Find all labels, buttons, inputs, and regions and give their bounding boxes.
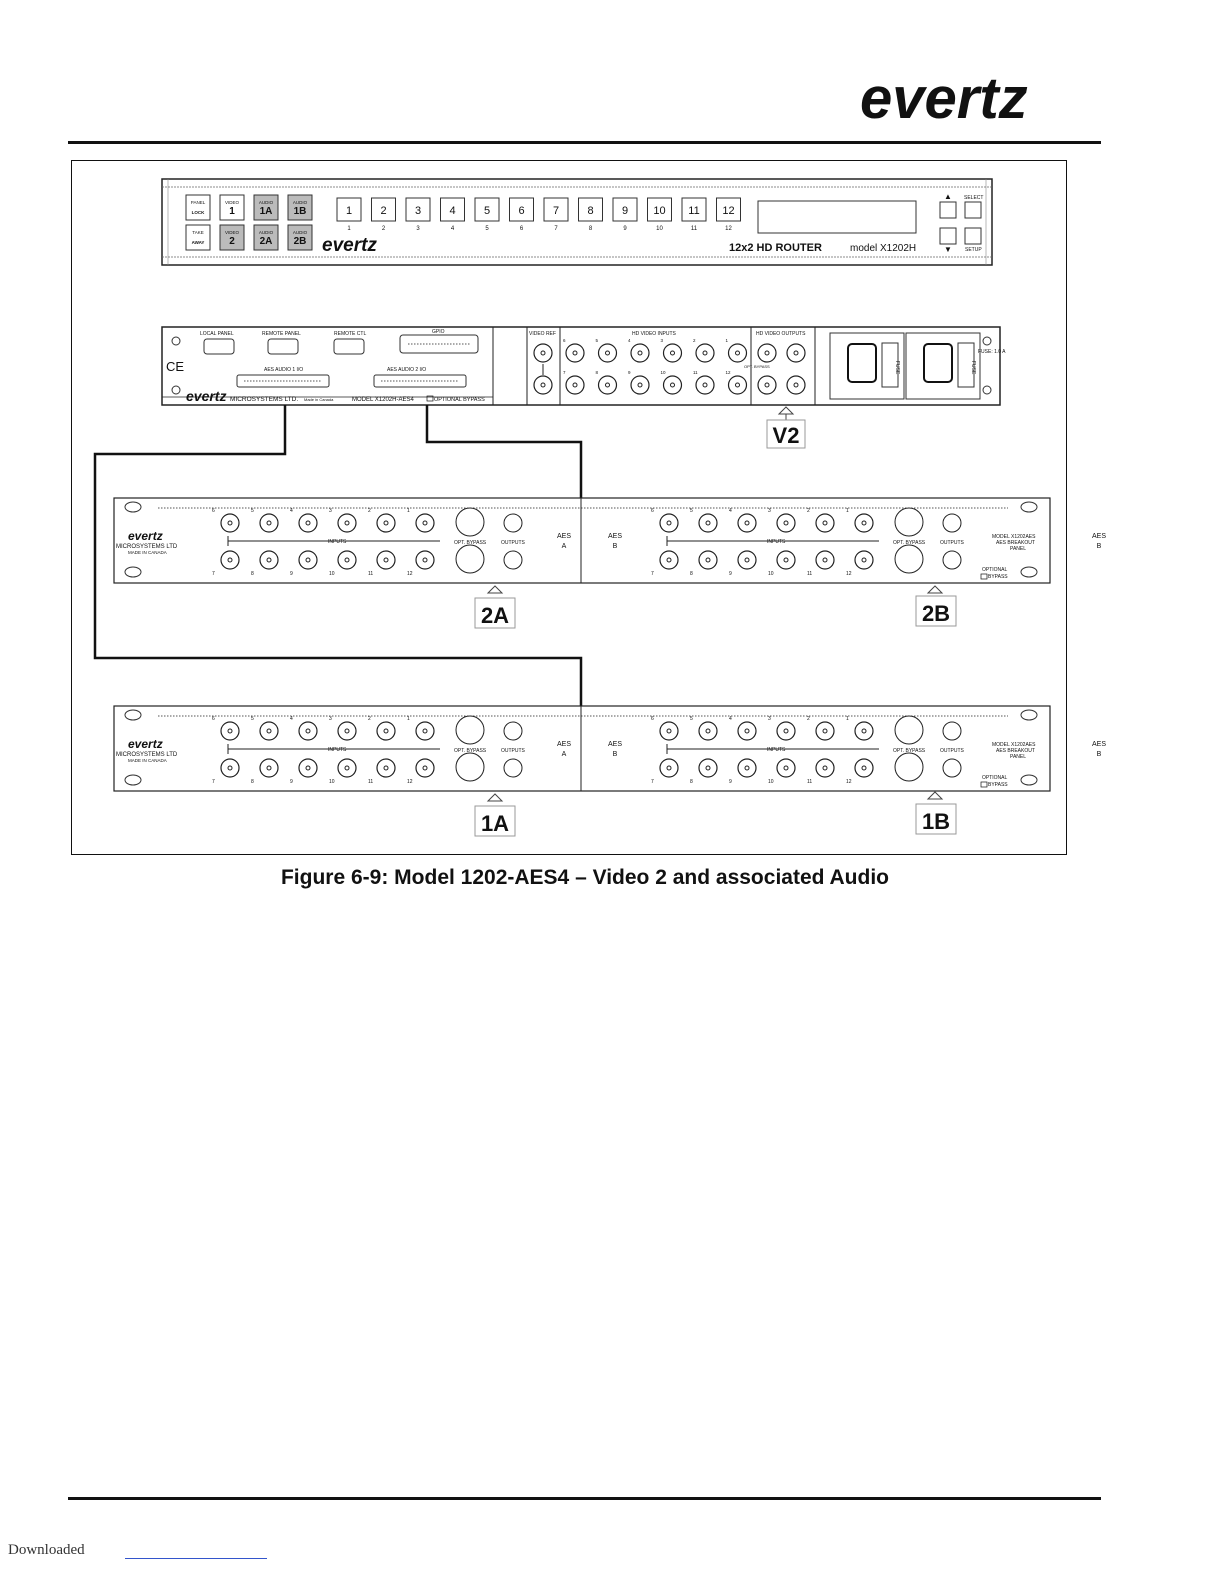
aes-bnc bbox=[816, 722, 834, 740]
svg-text:B: B bbox=[612, 543, 618, 550]
svg-text:6: 6 bbox=[212, 716, 215, 722]
svg-text:8: 8 bbox=[690, 779, 693, 785]
figure-frame bbox=[71, 160, 1107, 855]
svg-text:3: 3 bbox=[768, 508, 771, 514]
breakout-brand: evertz bbox=[128, 737, 163, 751]
aes-bnc bbox=[299, 551, 317, 569]
callout-1a bbox=[475, 794, 515, 836]
aes-bnc bbox=[777, 722, 795, 740]
aes-bnc bbox=[221, 722, 239, 740]
svg-text:PANEL: PANEL bbox=[1010, 546, 1027, 552]
rear-company: MICROSYSTEMS LTD. bbox=[230, 396, 299, 403]
logo-text: evertz bbox=[860, 66, 1028, 131]
aes-bnc bbox=[699, 759, 717, 777]
hd-video-input-bnc-3 bbox=[664, 344, 682, 362]
aes-bnc bbox=[777, 551, 795, 569]
opt-bypass-port bbox=[456, 716, 484, 744]
svg-text:OUTPUTS: OUTPUTS bbox=[940, 540, 964, 546]
opt-bypass-port bbox=[895, 545, 923, 573]
svg-text:5: 5 bbox=[690, 508, 693, 514]
hd-video-input-bnc-6 bbox=[566, 344, 584, 362]
svg-text:10: 10 bbox=[660, 370, 666, 375]
callout-1b bbox=[916, 792, 956, 834]
rear-opt-bypass-label: OPT. BYPASS bbox=[744, 364, 770, 369]
svg-text:OPT. BYPASS: OPT. BYPASS bbox=[893, 748, 926, 754]
down-button bbox=[940, 228, 956, 244]
svg-text:7: 7 bbox=[212, 779, 215, 785]
svg-text:5: 5 bbox=[251, 716, 254, 722]
source-number-label: 12 bbox=[725, 226, 732, 232]
front-brand: evertz bbox=[322, 235, 377, 256]
aes-audio-2-label: AES AUDIO 2 I/O bbox=[387, 367, 427, 373]
rear-made-in: Made in Canada bbox=[304, 397, 334, 402]
svg-text:12: 12 bbox=[725, 370, 731, 375]
aes-bnc bbox=[816, 759, 834, 777]
svg-text:3: 3 bbox=[768, 716, 771, 722]
up-button bbox=[940, 202, 956, 218]
hd-video-inputs-label: HD VIDEO INPUTS bbox=[632, 331, 676, 337]
svg-text:INPUTS: INPUTS bbox=[328, 539, 347, 545]
svg-text:5: 5 bbox=[690, 716, 693, 722]
front-button-label: 2 bbox=[229, 236, 235, 247]
svg-text:OPT. BYPASS: OPT. BYPASS bbox=[454, 540, 487, 546]
svg-text:2: 2 bbox=[807, 508, 810, 514]
source-number-label: 10 bbox=[656, 226, 663, 232]
svg-text:4: 4 bbox=[290, 716, 293, 722]
svg-text:3: 3 bbox=[660, 338, 664, 343]
source-number-label: 2 bbox=[381, 226, 386, 232]
svg-text:AES: AES bbox=[607, 533, 623, 540]
svg-text:7: 7 bbox=[212, 571, 215, 577]
hd-video-input-bnc-5 bbox=[599, 344, 617, 362]
hd-video-output-bnc-3 bbox=[758, 376, 776, 394]
aes-bnc bbox=[338, 514, 356, 532]
remote-panel-connector bbox=[268, 339, 298, 354]
hd-video-input-bnc-12 bbox=[729, 376, 747, 394]
source-button-label: 2 bbox=[380, 205, 387, 217]
video-ref-bnc-2 bbox=[534, 376, 552, 394]
front-button-label: 2A bbox=[259, 236, 273, 247]
aes-output-bnc bbox=[504, 722, 522, 740]
breakout-panel-upper bbox=[114, 498, 1106, 583]
svg-text:OPT. BYPASS: OPT. BYPASS bbox=[893, 540, 926, 546]
front-button-label: VIDEO bbox=[224, 230, 240, 235]
rear-brand: evertz bbox=[186, 388, 227, 404]
ce-mark: CE bbox=[166, 359, 185, 374]
footer-link-underline[interactable] bbox=[125, 1558, 267, 1559]
svg-text:12: 12 bbox=[407, 779, 413, 785]
svg-text:AES BREAKOUT: AES BREAKOUT bbox=[996, 748, 1035, 754]
svg-text:OUTPUTS: OUTPUTS bbox=[501, 748, 525, 754]
hd-video-input-bnc-8 bbox=[599, 376, 617, 394]
hd-video-input-bnc-1 bbox=[729, 344, 747, 362]
callout-2a-label: 2A bbox=[480, 603, 510, 628]
svg-text:6: 6 bbox=[563, 338, 566, 343]
svg-text:AES: AES bbox=[556, 533, 572, 540]
breakout-optional-bypass: OPTIONAL bbox=[982, 775, 1008, 781]
power-inlet-1 bbox=[848, 344, 876, 382]
svg-text:4: 4 bbox=[729, 508, 732, 514]
aes-bnc bbox=[738, 551, 756, 569]
svg-text:12: 12 bbox=[407, 571, 413, 577]
front-button-5 bbox=[186, 225, 210, 250]
svg-text:BYPASS: BYPASS bbox=[988, 574, 1008, 580]
svg-text:2: 2 bbox=[368, 716, 371, 722]
svg-text:A: A bbox=[561, 751, 567, 758]
svg-text:1: 1 bbox=[846, 716, 849, 722]
svg-text:9: 9 bbox=[290, 571, 293, 577]
svg-text:BYPASS: BYPASS bbox=[988, 782, 1008, 788]
callout-2b-label: 2B bbox=[921, 601, 951, 626]
source-button-label: 8 bbox=[587, 205, 594, 217]
hd-video-input-bnc-9 bbox=[631, 376, 649, 394]
aes-bnc bbox=[221, 551, 239, 569]
aes-bnc bbox=[738, 759, 756, 777]
svg-text:2: 2 bbox=[368, 508, 371, 514]
svg-text:10: 10 bbox=[329, 779, 335, 785]
down-arrow-icon: ▼ bbox=[944, 245, 952, 254]
svg-text:B: B bbox=[1096, 543, 1102, 550]
aes-bnc bbox=[816, 551, 834, 569]
aes-bnc bbox=[416, 759, 434, 777]
source-number-label: 7 bbox=[554, 226, 558, 232]
front-button-label: 1 bbox=[229, 206, 235, 217]
router-diagram bbox=[72, 161, 1107, 856]
svg-text:8: 8 bbox=[690, 571, 693, 577]
figure-caption: Figure 6-9: Model 1202-AES4 – Video 2 and associated Audio bbox=[280, 866, 889, 889]
aes-bnc bbox=[699, 514, 717, 532]
aes-bnc bbox=[660, 551, 678, 569]
front-button-1 bbox=[186, 195, 210, 220]
callout-2a bbox=[475, 586, 515, 628]
aes-bnc bbox=[855, 514, 873, 532]
front-button-label: AWAY bbox=[191, 240, 205, 245]
aes-bnc bbox=[660, 722, 678, 740]
aes-audio-1-label: AES AUDIO 1 I/O bbox=[264, 367, 304, 373]
aes-bnc bbox=[855, 759, 873, 777]
aes-bnc bbox=[260, 722, 278, 740]
front-button-label: VIDEO bbox=[224, 200, 240, 205]
aes-bnc bbox=[260, 551, 278, 569]
source-number-label: 1 bbox=[347, 226, 351, 232]
power-inlet-2 bbox=[924, 344, 952, 382]
svg-text:9: 9 bbox=[628, 370, 631, 375]
aes-bnc bbox=[221, 514, 239, 532]
fuse-rating: FUSE: 1.0 A bbox=[978, 349, 1006, 355]
breakout-panel-lower bbox=[114, 706, 1106, 791]
opt-bypass-port bbox=[895, 716, 923, 744]
svg-text:6: 6 bbox=[651, 508, 654, 514]
front-panel bbox=[162, 179, 992, 265]
front-button-label: 2B bbox=[293, 236, 307, 247]
aes-bnc bbox=[338, 551, 356, 569]
front-display bbox=[758, 201, 916, 233]
svg-text:INPUTS: INPUTS bbox=[767, 747, 786, 753]
svg-text:9: 9 bbox=[729, 571, 732, 577]
opt-bypass-port bbox=[895, 753, 923, 781]
front-button-label: 1A bbox=[259, 206, 273, 217]
front-button-label: LOCK bbox=[191, 210, 205, 215]
svg-text:6: 6 bbox=[651, 716, 654, 722]
aes-bnc bbox=[377, 551, 395, 569]
svg-text:9: 9 bbox=[290, 779, 293, 785]
svg-text:7: 7 bbox=[651, 571, 654, 577]
aes-bnc bbox=[777, 514, 795, 532]
aes-bnc bbox=[738, 722, 756, 740]
source-button-label: 11 bbox=[688, 205, 700, 217]
svg-text:2: 2 bbox=[693, 338, 696, 343]
select-button bbox=[965, 202, 981, 218]
front-button-label: AUDIO bbox=[292, 230, 308, 235]
remote-ctl-label: REMOTE CTL bbox=[334, 331, 367, 337]
video-ref-label: VIDEO REF bbox=[529, 331, 556, 337]
callout-v2 bbox=[767, 407, 805, 448]
aes-output-bnc bbox=[943, 514, 961, 532]
front-button-label: PANEL bbox=[190, 200, 206, 205]
source-number-label: 9 bbox=[623, 226, 627, 232]
hd-video-output-bnc-1 bbox=[758, 344, 776, 362]
aes-bnc bbox=[855, 551, 873, 569]
aes-output-bnc bbox=[504, 551, 522, 569]
aes-bnc bbox=[855, 722, 873, 740]
aes-output-bnc bbox=[943, 551, 961, 569]
source-number-label: 8 bbox=[588, 226, 593, 232]
front-title: 12x2 HD ROUTER bbox=[729, 242, 822, 254]
svg-text:8: 8 bbox=[251, 779, 254, 785]
breakout-company: MICROSYSTEMS LTD bbox=[116, 544, 178, 550]
breakout-made-in: MADE IN CANADA bbox=[128, 550, 167, 555]
aes-bnc bbox=[738, 514, 756, 532]
svg-text:10: 10 bbox=[768, 779, 774, 785]
hd-video-input-bnc-11 bbox=[696, 376, 714, 394]
aes-bnc bbox=[816, 514, 834, 532]
aes-bnc bbox=[660, 759, 678, 777]
breakout-model: MODEL X1202AES bbox=[992, 534, 1036, 540]
svg-text:B: B bbox=[612, 751, 618, 758]
remote-ctl-connector bbox=[334, 339, 364, 354]
svg-text:12: 12 bbox=[846, 779, 852, 785]
svg-text:7: 7 bbox=[563, 370, 566, 375]
aes-bnc bbox=[777, 759, 795, 777]
fuse-2-label: FUSE bbox=[970, 361, 976, 375]
source-number-label: 11 bbox=[690, 226, 698, 232]
opt-bypass-port bbox=[456, 545, 484, 573]
front-button-label: AUDIO bbox=[292, 200, 308, 205]
svg-text:4: 4 bbox=[729, 716, 732, 722]
hd-video-outputs-label: HD VIDEO OUTPUTS bbox=[756, 331, 806, 337]
source-button-label: 1 bbox=[345, 205, 353, 217]
svg-text:AES: AES bbox=[1091, 533, 1107, 540]
svg-text:OUTPUTS: OUTPUTS bbox=[501, 540, 525, 546]
hd-video-output-bnc-4 bbox=[787, 376, 805, 394]
aes-bnc bbox=[377, 759, 395, 777]
aes-bnc bbox=[260, 759, 278, 777]
breakout-optional-bypass: OPTIONAL bbox=[982, 567, 1008, 573]
front-button-label: TAKE bbox=[192, 230, 204, 235]
svg-text:11: 11 bbox=[368, 571, 374, 577]
svg-text:7: 7 bbox=[651, 779, 654, 785]
breakout-made-in: MADE IN CANADA bbox=[128, 758, 167, 763]
opt-bypass-port bbox=[456, 508, 484, 536]
opt-bypass-port bbox=[895, 508, 923, 536]
svg-text:AES: AES bbox=[1091, 741, 1107, 748]
aes-bnc bbox=[416, 514, 434, 532]
rear-optional-bypass: OPTIONAL BYPASS bbox=[434, 397, 485, 403]
front-button-label: AUDIO bbox=[258, 230, 274, 235]
source-number-label: 6 bbox=[519, 226, 524, 232]
setup-button bbox=[965, 228, 981, 244]
svg-text:8: 8 bbox=[251, 571, 254, 577]
svg-text:9: 9 bbox=[729, 779, 732, 785]
callout-1b-label: 1B bbox=[921, 809, 951, 834]
local-panel-label: LOCAL PANEL bbox=[200, 331, 234, 337]
up-arrow-icon: ▲ bbox=[944, 192, 952, 201]
aes-output-bnc bbox=[504, 514, 522, 532]
svg-text:5: 5 bbox=[251, 508, 254, 514]
svg-text:OUTPUTS: OUTPUTS bbox=[940, 748, 964, 754]
front-button-label: 1B bbox=[293, 206, 307, 217]
source-button-label: 4 bbox=[449, 205, 456, 217]
gpio-label: GPIO bbox=[432, 329, 445, 335]
source-button-label: 7 bbox=[552, 205, 560, 217]
evertz-logo bbox=[860, 66, 1090, 136]
svg-text:10: 10 bbox=[329, 571, 335, 577]
svg-text:8: 8 bbox=[595, 370, 599, 375]
source-button-label: 6 bbox=[518, 205, 525, 217]
svg-text:6: 6 bbox=[212, 508, 215, 514]
video-ref-bnc-1 bbox=[534, 344, 552, 362]
svg-text:5: 5 bbox=[595, 338, 599, 343]
aes-bnc bbox=[338, 722, 356, 740]
callout-1a-label: 1A bbox=[480, 811, 510, 836]
svg-text:B: B bbox=[1096, 751, 1102, 758]
aes-bnc bbox=[299, 722, 317, 740]
fuse-1-label: FUSE bbox=[894, 361, 900, 375]
aes-bnc bbox=[338, 759, 356, 777]
svg-text:AES: AES bbox=[607, 741, 623, 748]
aes-bnc bbox=[660, 514, 678, 532]
svg-text:11: 11 bbox=[693, 370, 698, 375]
svg-text:2: 2 bbox=[807, 716, 810, 722]
aes-bnc bbox=[416, 722, 434, 740]
source-number-label: 5 bbox=[485, 226, 489, 232]
rear-model: MODEL X1202H-AES4 bbox=[352, 397, 414, 403]
callout-v2-label: V2 bbox=[772, 423, 800, 448]
footer-text: Downloaded bbox=[8, 1542, 85, 1558]
source-button-label: 5 bbox=[483, 205, 491, 217]
aes-bnc bbox=[260, 514, 278, 532]
hd-video-input-bnc-7 bbox=[566, 376, 584, 394]
svg-text:AES: AES bbox=[556, 741, 572, 748]
source-button-label: 3 bbox=[414, 205, 422, 217]
front-model: model X1202H bbox=[850, 243, 917, 254]
breakout-model: MODEL X1202AES bbox=[992, 742, 1036, 748]
svg-text:AES BREAKOUT: AES BREAKOUT bbox=[996, 540, 1035, 546]
opt-bypass-port bbox=[456, 753, 484, 781]
callout-2b bbox=[916, 586, 956, 626]
svg-text:11: 11 bbox=[368, 779, 374, 785]
svg-text:11: 11 bbox=[807, 779, 813, 785]
breakout-company: MICROSYSTEMS LTD bbox=[116, 752, 178, 758]
rear-panel bbox=[162, 327, 1006, 405]
aes-bnc bbox=[416, 551, 434, 569]
hd-video-input-bnc-2 bbox=[696, 344, 714, 362]
local-panel-connector bbox=[204, 339, 234, 354]
svg-text:1: 1 bbox=[725, 338, 729, 343]
svg-text:3: 3 bbox=[329, 508, 332, 514]
svg-text:PANEL: PANEL bbox=[1010, 754, 1027, 760]
aes-bnc bbox=[221, 759, 239, 777]
source-number-label: 4 bbox=[450, 226, 455, 232]
aes-output-bnc bbox=[943, 722, 961, 740]
svg-text:3: 3 bbox=[329, 716, 332, 722]
hd-video-output-bnc-2 bbox=[787, 344, 805, 362]
header-rule bbox=[68, 141, 1101, 144]
source-number-label: 3 bbox=[416, 226, 420, 232]
svg-text:4: 4 bbox=[628, 338, 631, 343]
select-label: SELECT bbox=[964, 195, 984, 201]
aes-bnc bbox=[377, 722, 395, 740]
source-button-label: 10 bbox=[653, 205, 666, 217]
aes-bnc bbox=[299, 759, 317, 777]
svg-text:11: 11 bbox=[807, 571, 813, 577]
svg-text:INPUTS: INPUTS bbox=[328, 747, 347, 753]
svg-text:4: 4 bbox=[290, 508, 293, 514]
front-button-label: AUDIO bbox=[258, 200, 274, 205]
remote-panel-label: REMOTE PANEL bbox=[262, 331, 301, 337]
aes-bnc bbox=[699, 551, 717, 569]
hd-video-input-bnc-4 bbox=[631, 344, 649, 362]
breakout-brand: evertz bbox=[128, 529, 163, 543]
footer-rule bbox=[68, 1497, 1101, 1500]
aes-bnc bbox=[377, 514, 395, 532]
source-button-label: 12 bbox=[722, 205, 735, 217]
svg-text:1: 1 bbox=[846, 508, 849, 514]
source-button-label: 9 bbox=[621, 205, 629, 217]
svg-text:A: A bbox=[561, 543, 567, 550]
aes-output-bnc bbox=[943, 759, 961, 777]
setup-label: SETUP bbox=[965, 247, 982, 253]
svg-text:INPUTS: INPUTS bbox=[767, 539, 786, 545]
svg-text:1: 1 bbox=[407, 716, 410, 722]
aes-output-bnc bbox=[504, 759, 522, 777]
hd-video-input-bnc-10 bbox=[664, 376, 682, 394]
aes-bnc bbox=[699, 722, 717, 740]
svg-text:12: 12 bbox=[846, 571, 852, 577]
svg-text:10: 10 bbox=[768, 571, 774, 577]
aes-bnc bbox=[299, 514, 317, 532]
svg-text:1: 1 bbox=[407, 508, 410, 514]
svg-text:OPT. BYPASS: OPT. BYPASS bbox=[454, 748, 487, 754]
